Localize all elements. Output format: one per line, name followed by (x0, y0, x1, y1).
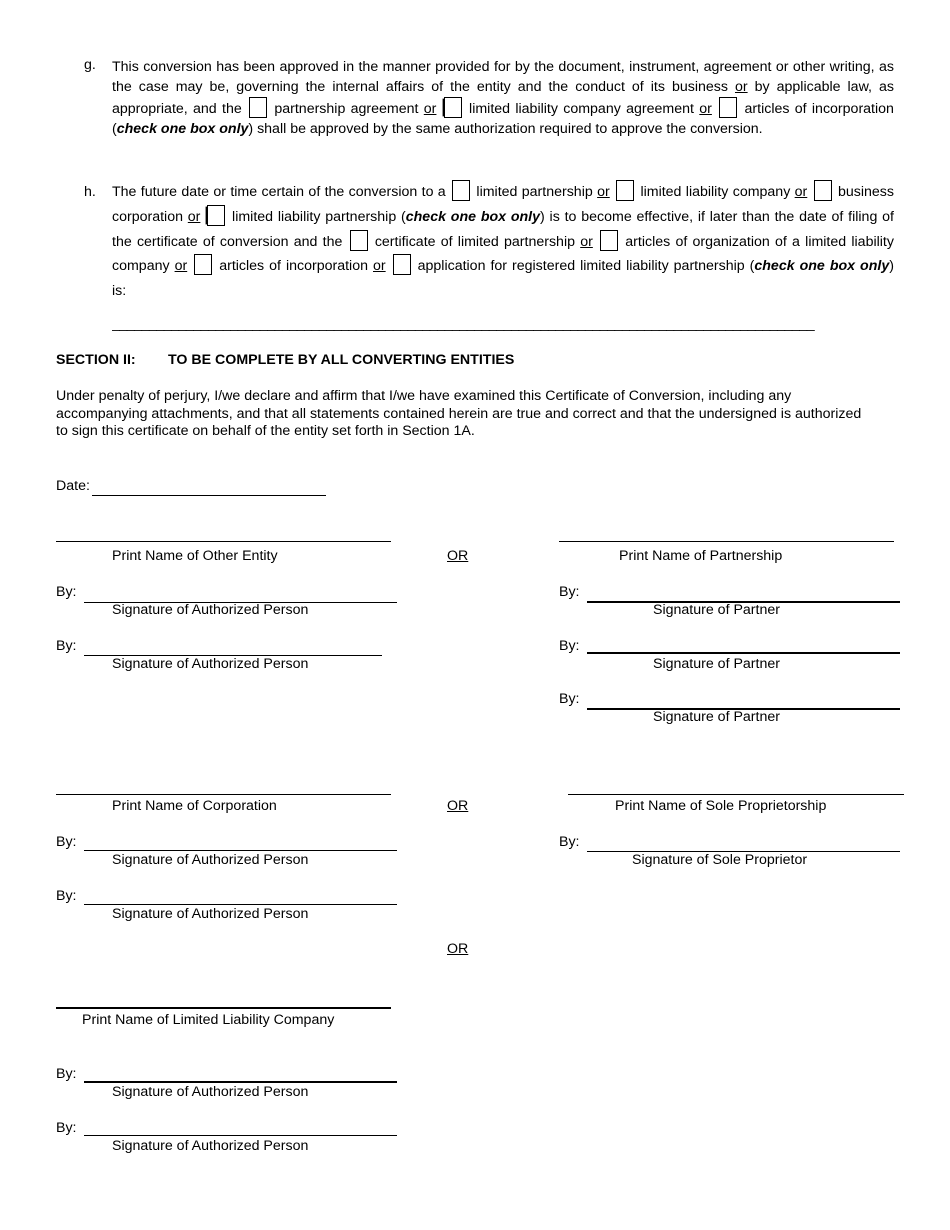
articles-of-organization-checkbox[interactable] (600, 230, 618, 251)
or-text: or (794, 184, 808, 200)
or-text: or (699, 101, 712, 117)
item-g-letter: g. (84, 57, 96, 73)
item-h-text-1: The future date or time certain of the conversion to a (112, 184, 446, 200)
or-divider-2: OR (447, 798, 469, 814)
check-one-box-emphasis: check one box only (405, 208, 541, 225)
check-one-box-emphasis: check one box only (116, 121, 249, 137)
or-divider-1: OR (447, 548, 469, 564)
llc-agreement-checkbox[interactable] (444, 97, 462, 118)
articles-of-incorporation-h-checkbox[interactable] (194, 254, 212, 275)
signature-authorized-label: Signature of Authorized Person (112, 656, 309, 672)
by-label: By: (56, 584, 77, 600)
sole-prop-name-line[interactable] (568, 794, 904, 795)
partnership-name-line[interactable] (559, 541, 894, 542)
item-g-option-2: limited liability company agreement (469, 101, 694, 117)
llc-checkbox[interactable] (616, 180, 634, 201)
or-text: or (174, 258, 188, 275)
partnership-agreement-checkbox[interactable] (249, 97, 267, 118)
other-entity-name-label: Print Name of Other Entity (112, 548, 278, 564)
limited-partnership-checkbox[interactable] (452, 180, 470, 201)
by-label: By: (56, 1066, 77, 1082)
item-g-text-2: by applicable law, as appropriate, and the (112, 79, 894, 117)
by-label: By: (559, 834, 580, 850)
llp-application-checkbox[interactable] (393, 254, 411, 275)
corporation-signature-line-2[interactable] (84, 904, 397, 905)
item-g-paragraph (112, 57, 894, 139)
or-text: or (580, 233, 593, 250)
partnership-name-label: Print Name of Partnership (619, 548, 783, 564)
signature-authorized-label: Signature of Authorized Person (112, 1084, 309, 1100)
partner-signature-line-2[interactable] (587, 652, 900, 654)
signature-partner-label: Signature of Partner (653, 709, 780, 725)
section-2-label: SECTION II: (56, 352, 136, 368)
signature-authorized-label: Signature of Authorized Person (112, 906, 309, 922)
date-label: Date: (56, 478, 90, 494)
date-input-line[interactable] (92, 495, 326, 496)
item-h-option-8: application for registered limited liability partnership ( (417, 258, 755, 275)
item-g-option-1: partnership agreement (274, 101, 419, 117)
corporation-name-line[interactable] (56, 794, 391, 795)
or-text: or (187, 208, 201, 225)
section-2-heading (56, 352, 515, 368)
business-corporation-checkbox[interactable] (814, 180, 832, 201)
llc-name-line[interactable] (56, 1007, 391, 1009)
effective-date-blank-line[interactable]: _______________________________________________________________________________________________ (112, 316, 815, 332)
by-label: By: (56, 1120, 77, 1136)
item-h-option-1: limited partnership (476, 184, 593, 200)
item-g-option-3: articles of incorporation ( (112, 101, 894, 137)
sole-prop-name-label: Print Name of Sole Proprietorship (615, 798, 827, 814)
llc-signature-line-2[interactable] (84, 1135, 397, 1136)
by-label: By: (56, 834, 77, 850)
or-text: or (597, 184, 610, 200)
by-label: By: (559, 584, 580, 600)
or-text: or (734, 79, 748, 95)
item-h-option-2: limited liability company (640, 184, 791, 200)
by-label: By: (559, 691, 580, 707)
signature-sole-label: Signature of Sole Proprietor (632, 852, 808, 868)
section-2-title: TO BE COMPLETE BY ALL CONVERTING ENTITIES (168, 352, 515, 368)
signature-partner-label: Signature of Partner (653, 656, 780, 672)
by-label: By: (56, 888, 77, 904)
signature-partner-label: Signature of Partner (653, 602, 780, 618)
llc-signature-line-1[interactable] (84, 1081, 397, 1083)
or-divider-3: OR (447, 941, 469, 957)
item-h-option-7: articles of incorporation (219, 258, 368, 275)
corporation-name-label: Print Name of Corporation (112, 798, 277, 814)
articles-of-incorporation-checkbox[interactable] (719, 97, 737, 118)
item-h-text-2: ) is to become effective, if later than the date of filing of the certificate of conversion and the (112, 208, 894, 250)
item-h-option-3: business corporation (112, 184, 894, 225)
other-entity-name-line[interactable] (56, 541, 391, 542)
check-one-box-emphasis: check one box only (754, 258, 890, 275)
item-h-option-4: limited liability partnership ( (232, 208, 406, 225)
item-h-letter: h. (84, 184, 96, 200)
certificate-of-lp-checkbox[interactable] (350, 230, 368, 251)
corporation-signature-line-1[interactable] (84, 850, 397, 851)
or-text: or (373, 258, 386, 275)
llc-name-label: Print Name of Limited Liability Company (82, 1012, 335, 1028)
item-g-text-3: ) shall be approved by the same authorization required to approve the conversion. (248, 121, 763, 137)
declaration-paragraph: Under penalty of perjury, I/we declare and affirm that I/we have examined this Certificate of Conversion, including any accompanying attachments, and that all statements contained herein are true and correct and that the undersigned is authorized to sign this certificate on behalf of the entity set forth in Section 1A. (56, 388, 862, 439)
item-h-option-6: articles of organization of a limited liability company (112, 233, 894, 275)
item-h-option-5: certificate of limited partnership (374, 233, 575, 250)
signature-authorized-label: Signature of Authorized Person (112, 1138, 309, 1154)
signature-authorized-label: Signature of Authorized Person (112, 602, 309, 618)
item-h-paragraph (112, 180, 894, 304)
by-label: By: (56, 638, 77, 654)
signature-authorized-label: Signature of Authorized Person (112, 852, 309, 868)
item-h-text-3: ) is: (112, 258, 894, 300)
llp-checkbox[interactable] (207, 205, 225, 226)
by-label: By: (559, 638, 580, 654)
or-text: or (423, 101, 437, 117)
item-g-text-1: This conversion has been approved in the manner provided for by the document, instrument, agreement or other writing, as the case may be, governing the internal affairs of the entity and the conduct of its business (112, 59, 894, 95)
